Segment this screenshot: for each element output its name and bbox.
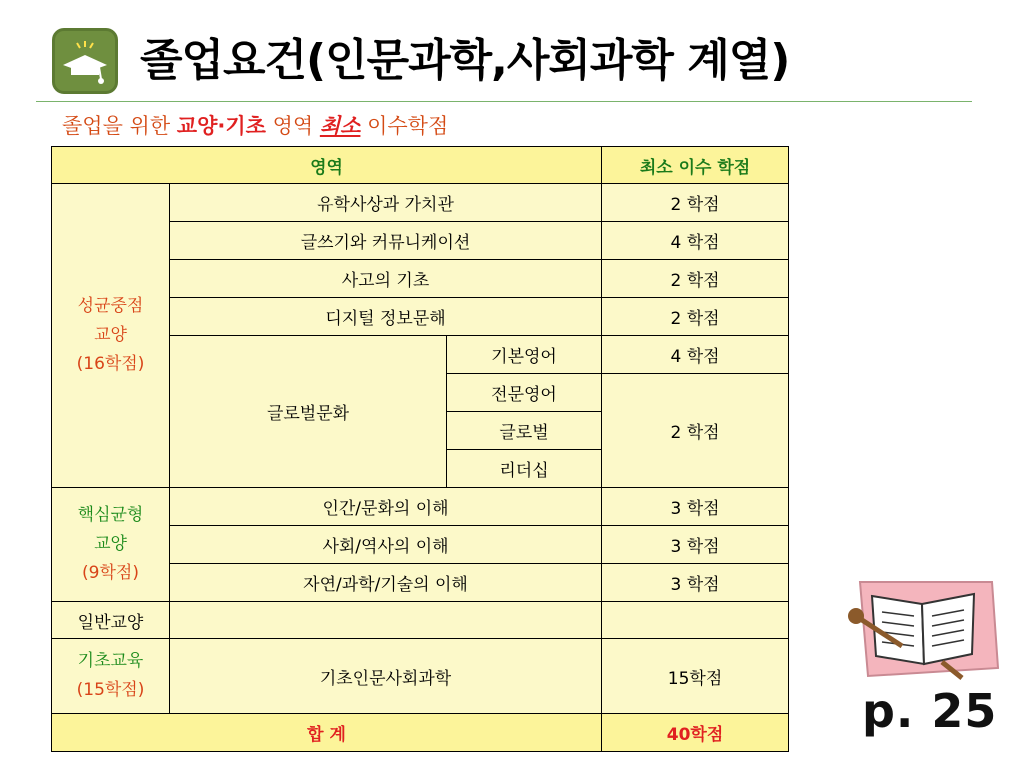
course-name: 디지털 정보문해	[170, 298, 602, 336]
course-sub-name: 리더십	[447, 450, 602, 488]
course-name: 유학사상과 가치관	[170, 184, 602, 222]
course-credits: 3 학점	[602, 488, 789, 526]
category-label: 성균중점	[77, 296, 144, 317]
subtitle-bold: 교양·기초	[176, 114, 266, 138]
category-core-liberal	[52, 184, 170, 488]
subtitle-mid: 영역	[265, 114, 320, 138]
empty-cell	[170, 602, 602, 639]
course-name: 사회/역사의 이해	[170, 526, 602, 564]
title-divider	[36, 101, 972, 102]
course-credits: 3 학점	[602, 564, 789, 602]
course-credits: 3 학점	[602, 526, 789, 564]
header-credits: 최소 이수 학점	[602, 147, 789, 184]
course-name: 글쓰기와 커뮤니케이션	[170, 222, 602, 260]
category-label: 기초교육	[77, 651, 144, 672]
course-name: 기초인문사회과학	[170, 639, 602, 714]
total-credits: 40학점	[602, 714, 789, 752]
course-credits: 2 학점	[602, 298, 789, 336]
course-sub-name: 글로벌	[447, 412, 602, 450]
empty-cell	[602, 602, 789, 639]
category-credits: (16학점)	[76, 353, 145, 374]
subtitle-suffix: 이수학점	[360, 114, 449, 138]
course-name: 자연/과학/기술의 이해	[170, 564, 602, 602]
course-name: 인간/문화의 이해	[170, 488, 602, 526]
total-label: 합 계	[52, 714, 602, 752]
open-book-illustration	[842, 576, 1002, 684]
category-label: 교양	[94, 325, 127, 346]
category-label: 교양	[94, 534, 127, 555]
course-sub-name: 기본영어	[447, 336, 602, 374]
course-sub-name: 전문영어	[447, 374, 602, 412]
graduation-cap-logo	[52, 28, 118, 94]
subtitle-prefix: 졸업을 위한	[62, 114, 177, 138]
subtitle-emph: 최소	[319, 114, 361, 138]
header-area: 영역	[52, 147, 602, 184]
course-credits: 2 학점	[602, 260, 789, 298]
course-credits: 4 학점	[602, 336, 789, 374]
course-name: 사고의 기초	[170, 260, 602, 298]
category-general: 일반교양	[52, 602, 170, 639]
category-core-balance	[52, 488, 170, 602]
subtitle	[62, 110, 448, 140]
course-credits: 2 학점	[602, 374, 789, 488]
credits-table	[51, 146, 788, 744]
course-credits: 4 학점	[602, 222, 789, 260]
category-credits: (15학점)	[76, 680, 145, 700]
page-number: p. 25	[862, 684, 998, 738]
category-label: 핵심균형	[77, 505, 144, 526]
page-title: 졸업요건(인문과학,사회과학 계열)	[140, 35, 790, 86]
category-basic	[52, 639, 170, 714]
course-credits: 2 학점	[602, 184, 789, 222]
course-credits: 15학점	[602, 639, 789, 714]
category-credits: (9학점)	[82, 562, 139, 583]
course-name: 글로벌문화	[170, 336, 447, 488]
